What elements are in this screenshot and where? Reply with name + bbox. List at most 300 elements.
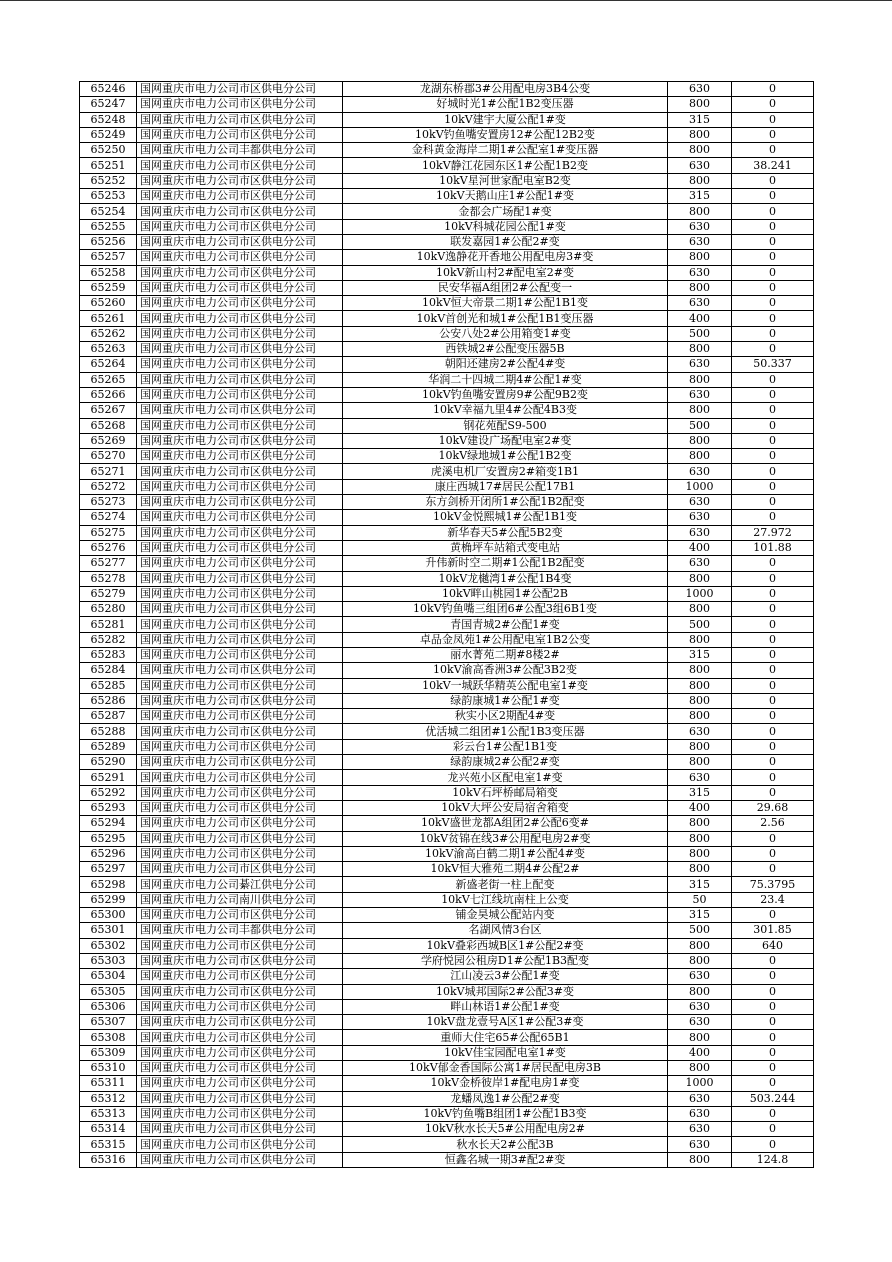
table-row (80, 755, 814, 770)
cell-transformer-name: 10kV科城花园公配1#变 (343, 219, 668, 234)
cell-id: 65255 (80, 219, 137, 234)
cell-id: 65285 (80, 678, 137, 693)
cell-company: 国网重庆市电力公司市区供电分公司 (137, 540, 343, 555)
cell-transformer-name: 10kV金桥彼岸1#配电房1#变 (343, 1076, 668, 1091)
cell-transformer-name: 虎溪电机厂安置房2#箱变1B1 (343, 464, 668, 479)
table-row (80, 82, 814, 97)
cell-capacity: 800 (668, 862, 732, 877)
cell-id: 65257 (80, 250, 137, 265)
cell-value: 0 (732, 1045, 814, 1060)
cell-company: 国网重庆市电力公司市区供电分公司 (137, 1152, 343, 1167)
cell-id: 65272 (80, 479, 137, 494)
cell-id: 65287 (80, 709, 137, 724)
cell-value: 0 (732, 479, 814, 494)
cell-capacity: 630 (668, 999, 732, 1014)
cell-capacity: 630 (668, 357, 732, 372)
cell-value: 101.88 (732, 540, 814, 555)
cell-id: 65265 (80, 372, 137, 387)
cell-value: 0 (732, 953, 814, 968)
cell-value: 0 (732, 387, 814, 402)
cell-company: 国网重庆市电力公司市区供电分公司 (137, 556, 343, 571)
cell-company: 国网重庆市电力公司市区供电分公司 (137, 173, 343, 188)
cell-value: 0 (732, 1122, 814, 1137)
cell-value: 0 (732, 862, 814, 877)
table-row (80, 984, 814, 999)
cell-company: 国网重庆市电力公司市区供电分公司 (137, 678, 343, 693)
cell-value: 0 (732, 846, 814, 861)
cell-company: 国网重庆市电力公司市区供电分公司 (137, 709, 343, 724)
cell-id: 65252 (80, 173, 137, 188)
cell-value: 0 (732, 647, 814, 662)
cell-company: 国网重庆市电力公司市区供电分公司 (137, 97, 343, 112)
cell-value: 0 (732, 984, 814, 999)
cell-id: 65266 (80, 387, 137, 402)
cell-value: 0 (732, 173, 814, 188)
table-row (80, 143, 814, 158)
cell-capacity: 800 (668, 173, 732, 188)
cell-value: 0 (732, 418, 814, 433)
cell-company: 国网重庆市电力公司市区供电分公司 (137, 1122, 343, 1137)
cell-transformer-name: 10kV星河世家配电室B2变 (343, 173, 668, 188)
table-row (80, 219, 814, 234)
cell-value: 0 (732, 296, 814, 311)
table-row (80, 571, 814, 586)
cell-id: 65275 (80, 525, 137, 540)
cell-value: 0 (732, 1061, 814, 1076)
cell-id: 65277 (80, 556, 137, 571)
cell-capacity: 315 (668, 189, 732, 204)
cell-id: 65258 (80, 265, 137, 280)
table-row (80, 785, 814, 800)
cell-capacity: 800 (668, 953, 732, 968)
table-row (80, 877, 814, 892)
cell-value: 0 (732, 571, 814, 586)
cell-company: 国网重庆市电力公司市区供电分公司 (137, 433, 343, 448)
table-row (80, 342, 814, 357)
cell-capacity: 630 (668, 556, 732, 571)
cell-transformer-name: 10kV七江线坑南柱上公变 (343, 892, 668, 907)
cell-id: 65278 (80, 571, 137, 586)
cell-value: 0 (732, 1030, 814, 1045)
cell-capacity: 800 (668, 693, 732, 708)
cell-value: 0 (732, 265, 814, 280)
table-row (80, 892, 814, 907)
cell-id: 65269 (80, 433, 137, 448)
cell-company: 国网重庆市电力公司市区供电分公司 (137, 265, 343, 280)
cell-company: 国网重庆市电力公司市区供电分公司 (137, 250, 343, 265)
cell-capacity: 630 (668, 1137, 732, 1152)
cell-capacity: 400 (668, 1045, 732, 1060)
cell-id: 65247 (80, 97, 137, 112)
cell-transformer-name: 10kV钓鱼嘴安置房12#公配12B2变 (343, 127, 668, 142)
table-row (80, 479, 814, 494)
cell-transformer-name: 新盛老街一柱上配变 (343, 877, 668, 892)
cell-capacity: 315 (668, 647, 732, 662)
cell-capacity: 800 (668, 632, 732, 647)
cell-capacity: 630 (668, 1091, 732, 1106)
cell-transformer-name: 10kV畔山桃园1#公配2B (343, 586, 668, 601)
cell-value: 0 (732, 556, 814, 571)
cell-id: 65299 (80, 892, 137, 907)
cell-transformer-name: 10kV建设广场配电室2#变 (343, 433, 668, 448)
table-row (80, 739, 814, 754)
cell-transformer-name: 10kV盘龙壹号A区1#公配3#变 (343, 1015, 668, 1030)
cell-capacity: 800 (668, 97, 732, 112)
table-row (80, 862, 814, 877)
cell-transformer-name: 10kV幸福九里4#公配4B3变 (343, 403, 668, 418)
cell-capacity: 630 (668, 1122, 732, 1137)
cell-value: 0 (732, 602, 814, 617)
cell-company: 国网重庆市电力公司市区供电分公司 (137, 770, 343, 785)
table-row (80, 632, 814, 647)
cell-id: 65279 (80, 586, 137, 601)
cell-capacity: 800 (668, 739, 732, 754)
table-row (80, 173, 814, 188)
cell-transformer-name: 华润二十四城二期4#公配1#变 (343, 372, 668, 387)
cell-id: 65270 (80, 449, 137, 464)
cell-company: 国网重庆市电力公司市区供电分公司 (137, 372, 343, 387)
cell-value: 124.8 (732, 1152, 814, 1167)
cell-capacity: 800 (668, 143, 732, 158)
cell-id: 65314 (80, 1122, 137, 1137)
cell-transformer-name: 秋实小区2期配4#变 (343, 709, 668, 724)
cell-capacity: 1000 (668, 586, 732, 601)
cell-transformer-name: 10kV城邦国际2#公配3#变 (343, 984, 668, 999)
cell-id: 65309 (80, 1045, 137, 1060)
cell-capacity: 630 (668, 296, 732, 311)
cell-company: 国网重庆市电力公司市区供电分公司 (137, 938, 343, 953)
cell-capacity: 315 (668, 785, 732, 800)
cell-company: 国网重庆市电力公司市区供电分公司 (137, 326, 343, 341)
cell-company: 国网重庆市电力公司市区供电分公司 (137, 816, 343, 831)
table-row (80, 908, 814, 923)
cell-id: 65250 (80, 143, 137, 158)
cell-capacity: 800 (668, 403, 732, 418)
cell-id: 65315 (80, 1137, 137, 1152)
cell-company: 国网重庆市电力公司市区供电分公司 (137, 632, 343, 647)
cell-company: 国网重庆市电力公司市区供电分公司 (137, 785, 343, 800)
cell-company: 国网重庆市电力公司市区供电分公司 (137, 1045, 343, 1060)
cell-value: 0 (732, 464, 814, 479)
cell-company: 国网重庆市电力公司市区供电分公司 (137, 296, 343, 311)
cell-value: 0 (732, 999, 814, 1014)
cell-company: 国网重庆市电力公司市区供电分公司 (137, 464, 343, 479)
table-row (80, 403, 814, 418)
cell-capacity: 800 (668, 433, 732, 448)
table-row (80, 1061, 814, 1076)
cell-capacity: 800 (668, 204, 732, 219)
cell-transformer-name: 10kV渝高白鹤二期1#公配4#变 (343, 846, 668, 861)
cell-value: 0 (732, 1106, 814, 1121)
cell-company: 国网重庆市电力公司市区供电分公司 (137, 1015, 343, 1030)
cell-transformer-name: 卓品金凤苑1#公用配电室1B2公变 (343, 632, 668, 647)
table-row (80, 953, 814, 968)
cell-value: 0 (732, 342, 814, 357)
cell-id: 65306 (80, 999, 137, 1014)
cell-capacity: 400 (668, 311, 732, 326)
cell-capacity: 800 (668, 938, 732, 953)
cell-id: 65283 (80, 647, 137, 662)
cell-company: 国网重庆市电力公司市区供电分公司 (137, 525, 343, 540)
cell-transformer-name: 10kV恒大帝景二期1#公配1B1变 (343, 296, 668, 311)
cell-transformer-name: 江山凌云3#公配1#变 (343, 969, 668, 984)
cell-capacity: 800 (668, 984, 732, 999)
cell-id: 65260 (80, 296, 137, 311)
table-row (80, 1030, 814, 1045)
cell-value: 50.337 (732, 357, 814, 372)
cell-transformer-name: 绿韵康城1#公配1#变 (343, 693, 668, 708)
cell-company: 国网重庆市电力公司市区供电分公司 (137, 1061, 343, 1076)
cell-id: 65261 (80, 311, 137, 326)
cell-transformer-name: 10kV首创光和城1#公配1B1变压器 (343, 311, 668, 326)
cell-value: 0 (732, 280, 814, 295)
cell-company: 国网重庆市电力公司市区供电分公司 (137, 234, 343, 249)
cell-company: 国网重庆市电力公司市区供电分公司 (137, 647, 343, 662)
cell-transformer-name: 好城时光1#公配1B2变压器 (343, 97, 668, 112)
cell-company: 国网重庆市电力公司市区供电分公司 (137, 189, 343, 204)
table-row (80, 1076, 814, 1091)
cell-transformer-name: 东方剑桥开闭所1#公配1B2配变 (343, 495, 668, 510)
cell-capacity: 630 (668, 510, 732, 525)
table-row (80, 189, 814, 204)
cell-value: 0 (732, 97, 814, 112)
cell-capacity: 500 (668, 418, 732, 433)
table-row (80, 97, 814, 112)
cell-transformer-name: 西铁城2#公配变压器5B (343, 342, 668, 357)
cell-id: 65300 (80, 908, 137, 923)
cell-company: 国网重庆市电力公司市区供电分公司 (137, 571, 343, 586)
cell-transformer-name: 民安华福A组团2#公配变一 (343, 280, 668, 295)
table-row (80, 999, 814, 1014)
table-row (80, 678, 814, 693)
cell-capacity: 630 (668, 82, 732, 97)
cell-capacity: 630 (668, 969, 732, 984)
cell-id: 65316 (80, 1152, 137, 1167)
table-row (80, 1137, 814, 1152)
cell-id: 65305 (80, 984, 137, 999)
cell-value: 0 (732, 234, 814, 249)
cell-transformer-name: 联发嘉园1#公配2#变 (343, 234, 668, 249)
cell-value: 0 (732, 785, 814, 800)
table-row (80, 158, 814, 173)
cell-transformer-name: 朝阳还建房2#公配4#变 (343, 357, 668, 372)
cell-transformer-name: 黄桷坪车站箱式变电站 (343, 540, 668, 555)
cell-value: 0 (732, 770, 814, 785)
cell-id: 65291 (80, 770, 137, 785)
table-row (80, 265, 814, 280)
cell-transformer-name: 10kV贫锦在线3#公用配电房2#变 (343, 831, 668, 846)
cell-value: 0 (732, 755, 814, 770)
cell-transformer-name: 龙兴苑小区配电室1#变 (343, 770, 668, 785)
cell-company: 国网重庆市电力公司市区供电分公司 (137, 311, 343, 326)
cell-value: 38.241 (732, 158, 814, 173)
cell-value: 0 (732, 189, 814, 204)
cell-company: 国网重庆市电力公司市区供电分公司 (137, 1137, 343, 1152)
cell-company: 国网重庆市电力公司市区供电分公司 (137, 479, 343, 494)
cell-capacity: 315 (668, 908, 732, 923)
cell-id: 65281 (80, 617, 137, 632)
cell-company: 国网重庆市电力公司市区供电分公司 (137, 1106, 343, 1121)
table-row (80, 418, 814, 433)
cell-capacity: 500 (668, 923, 732, 938)
cell-value: 0 (732, 112, 814, 127)
cell-capacity: 630 (668, 525, 732, 540)
table-row (80, 250, 814, 265)
cell-id: 65304 (80, 969, 137, 984)
cell-transformer-name: 新华春天5#公配5B2变 (343, 525, 668, 540)
cell-company: 国网重庆市电力公司市区供电分公司 (137, 999, 343, 1014)
cell-capacity: 800 (668, 280, 732, 295)
cell-capacity: 630 (668, 770, 732, 785)
table-row (80, 709, 814, 724)
cell-id: 65312 (80, 1091, 137, 1106)
cell-id: 65284 (80, 663, 137, 678)
table-row (80, 1045, 814, 1060)
table-row (80, 969, 814, 984)
cell-transformer-name: 公安八处2#公用箱变1#变 (343, 326, 668, 341)
cell-company: 国网重庆市电力公司市区供电分公司 (137, 387, 343, 402)
cell-id: 65292 (80, 785, 137, 800)
cell-company: 国网重庆市电力公司市区供电分公司 (137, 510, 343, 525)
cell-company: 国网重庆市电力公司市区供电分公司 (137, 800, 343, 815)
cell-id: 65251 (80, 158, 137, 173)
table-row (80, 112, 814, 127)
cell-value: 0 (732, 678, 814, 693)
cell-transformer-name: 优活城二组团#1公配1B3变压器 (343, 724, 668, 739)
cell-company: 国网重庆市电力公司綦江供电分公司 (137, 877, 343, 892)
table-row (80, 1122, 814, 1137)
cell-id: 65249 (80, 127, 137, 142)
cell-capacity: 800 (668, 342, 732, 357)
cell-transformer-name: 秋水长天2#公配3B (343, 1137, 668, 1152)
cell-transformer-name: 10kV龙樾湾1#公配1B4变 (343, 571, 668, 586)
table-row (80, 387, 814, 402)
cell-value: 23.4 (732, 892, 814, 907)
table-row (80, 127, 814, 142)
cell-id: 65271 (80, 464, 137, 479)
cell-capacity: 800 (668, 709, 732, 724)
table-row (80, 617, 814, 632)
cell-id: 65295 (80, 831, 137, 846)
table-row (80, 280, 814, 295)
data-table (79, 81, 814, 1168)
cell-id: 65267 (80, 403, 137, 418)
cell-capacity: 630 (668, 464, 732, 479)
cell-value: 503.244 (732, 1091, 814, 1106)
table-row (80, 923, 814, 938)
cell-value: 0 (732, 82, 814, 97)
cell-value: 0 (732, 219, 814, 234)
table-body (80, 82, 814, 1168)
table-row (80, 602, 814, 617)
cell-id: 65268 (80, 418, 137, 433)
cell-capacity: 630 (668, 265, 732, 280)
table-row (80, 770, 814, 785)
cell-company: 国网重庆市电力公司市区供电分公司 (137, 739, 343, 754)
table-row (80, 1152, 814, 1167)
table-row (80, 816, 814, 831)
cell-id: 65307 (80, 1015, 137, 1030)
cell-transformer-name: 金都会广场配1#变 (343, 204, 668, 219)
cell-value: 0 (732, 449, 814, 464)
cell-transformer-name: 学府悦园公租房D1#公配1B3配变 (343, 953, 668, 968)
cell-id: 65282 (80, 632, 137, 647)
cell-value: 29.68 (732, 800, 814, 815)
table-row (80, 464, 814, 479)
cell-capacity: 630 (668, 1106, 732, 1121)
cell-company: 国网重庆市电力公司市区供电分公司 (137, 862, 343, 877)
cell-transformer-name: 龙湖东桥郡3#公用配电房3B4公变 (343, 82, 668, 97)
cell-value: 0 (732, 1015, 814, 1030)
cell-company: 国网重庆市电力公司市区供电分公司 (137, 403, 343, 418)
cell-value: 0 (732, 632, 814, 647)
cell-id: 65313 (80, 1106, 137, 1121)
cell-capacity: 630 (668, 234, 732, 249)
cell-capacity: 800 (668, 372, 732, 387)
cell-capacity: 800 (668, 831, 732, 846)
cell-capacity: 800 (668, 1152, 732, 1167)
cell-value: 0 (732, 724, 814, 739)
cell-company: 国网重庆市电力公司市区供电分公司 (137, 158, 343, 173)
cell-transformer-name: 10kV大坪公安局宿舍箱变 (343, 800, 668, 815)
cell-capacity: 800 (668, 663, 732, 678)
cell-transformer-name: 铺金昊城公配站内变 (343, 908, 668, 923)
cell-company: 国网重庆市电力公司市区供电分公司 (137, 204, 343, 219)
cell-company: 国网重庆市电力公司市区供电分公司 (137, 663, 343, 678)
cell-company: 国网重庆市电力公司市区供电分公司 (137, 1076, 343, 1091)
table-row (80, 647, 814, 662)
cell-transformer-name: 名湖风情3台区 (343, 923, 668, 938)
table-row (80, 525, 814, 540)
cell-transformer-name: 钢花苑配S9-500 (343, 418, 668, 433)
cell-id: 65296 (80, 846, 137, 861)
cell-value: 27.972 (732, 525, 814, 540)
cell-transformer-name: 10kV建宇大厦公配1#变 (343, 112, 668, 127)
cell-company: 国网重庆市电力公司市区供电分公司 (137, 602, 343, 617)
cell-transformer-name: 10kV钓鱼嘴安置房9#公配9B2变 (343, 387, 668, 402)
cell-id: 65288 (80, 724, 137, 739)
cell-id: 65254 (80, 204, 137, 219)
cell-value: 0 (732, 495, 814, 510)
cell-company: 国网重庆市电力公司市区供电分公司 (137, 755, 343, 770)
table-row (80, 311, 814, 326)
cell-id: 65273 (80, 495, 137, 510)
cell-company: 国网重庆市电力公司市区供电分公司 (137, 586, 343, 601)
table-row (80, 663, 814, 678)
cell-id: 65264 (80, 357, 137, 372)
cell-transformer-name: 10kV佳宝园配电室1#变 (343, 1045, 668, 1060)
cell-id: 65294 (80, 816, 137, 831)
cell-id: 65297 (80, 862, 137, 877)
cell-capacity: 800 (668, 846, 732, 861)
cell-company: 国网重庆市电力公司市区供电分公司 (137, 846, 343, 861)
cell-capacity: 500 (668, 617, 732, 632)
cell-capacity: 800 (668, 602, 732, 617)
cell-company: 国网重庆市电力公司市区供电分公司 (137, 908, 343, 923)
cell-transformer-name: 畔山林语1#公配1#变 (343, 999, 668, 1014)
cell-capacity: 315 (668, 112, 732, 127)
cell-capacity: 630 (668, 495, 732, 510)
cell-id: 65298 (80, 877, 137, 892)
cell-value: 0 (732, 1076, 814, 1091)
cell-value: 640 (732, 938, 814, 953)
table-row (80, 495, 814, 510)
table-row (80, 800, 814, 815)
cell-capacity: 315 (668, 877, 732, 892)
cell-company: 国网重庆市电力公司市区供电分公司 (137, 82, 343, 97)
cell-company: 国网重庆市电力公司丰都供电分公司 (137, 143, 343, 158)
cell-value: 0 (732, 326, 814, 341)
